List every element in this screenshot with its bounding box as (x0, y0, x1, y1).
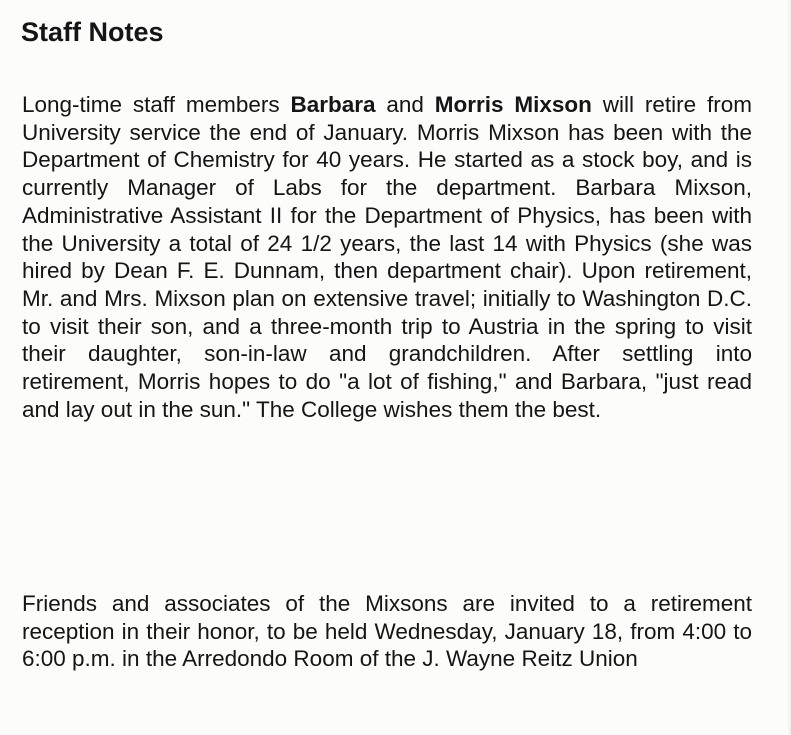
paragraph-body: will retire from University service the end of January. Morris Mixson has been with the Department of Chemistry for 40 years. He started as a stock boy, and is currently Manager of Labs for the department. Barbara Mixson, Administrative Assistant II for the Department of Physics, has been with the University a total of 24 1/2 years, the last 14 with Physics (she was hired by Dean F. E. Dunnam, then department chair). Upon retirement, Mr. and Mrs. Mixson plan on extensive travel; initially to Washington D.C. to visit their son, and a three-month trip to Austria in the spring to visit their daughter, son-in-law and grandchildren. After settling into retirement, Morris hopes to do "a lot of fishing," and Barbara, "just read and lay out in the sun." The College wishes them the best. (22, 92, 753, 422)
reception-invitation-paragraph: Friends and associates of the Mixsons are invited to a retirement reception in their honor, to be held Wednesday, January 18, from 4:00 to 6:00 p.m. in the Arredondo Room of the J. Wayne Reitz Union (22, 591, 752, 672)
page-edge-shadow (787, 0, 791, 735)
staff-name-morris-mixson: Morris Mixson (434, 92, 592, 117)
staff-name-barbara: Barbara (290, 92, 376, 117)
article-heading: Staff Notes (21, 17, 164, 47)
paragraph-intro: Long-time staff members (22, 92, 291, 117)
retirement-announcement-paragraph (22, 91, 752, 423)
paragraph-join: and (375, 92, 435, 117)
